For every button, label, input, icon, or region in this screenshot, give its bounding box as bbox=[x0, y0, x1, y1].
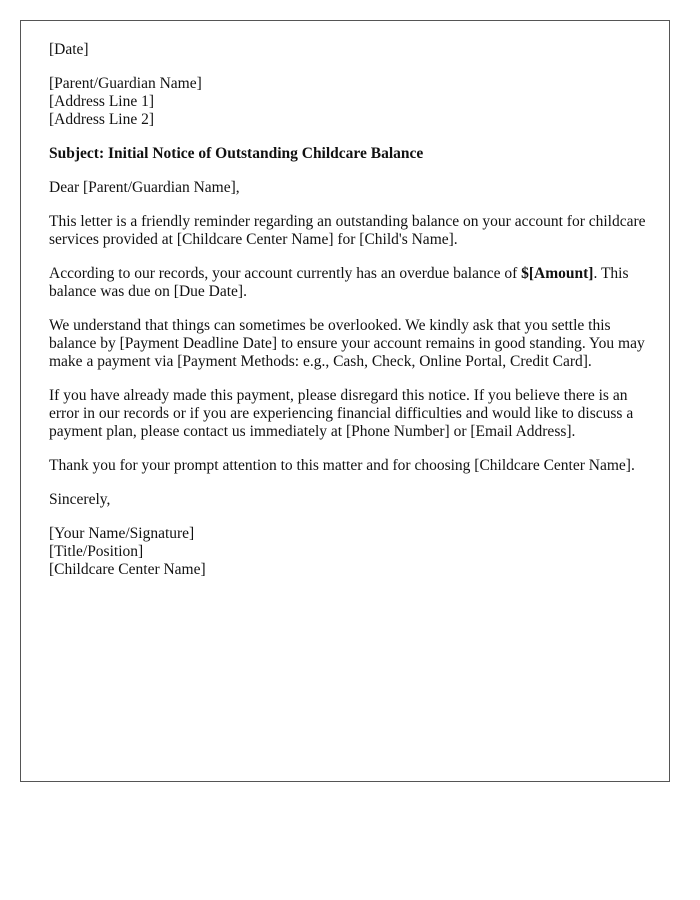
signature-block bbox=[49, 525, 649, 579]
letter-subject: Subject: Initial Notice of Outstanding Childcare Balance bbox=[49, 145, 424, 162]
balance-text-after: . This balance was due on [Due Date]. bbox=[49, 265, 629, 300]
recipient-address-line-2: [Address Line 2] bbox=[49, 111, 155, 128]
paragraph-reminder: This letter is a friendly reminder regarding an outstanding balance on your account for childcare services provided at [Childcare Center Name] for [Child's Name]. bbox=[49, 213, 646, 248]
letter-page bbox=[20, 20, 670, 782]
signature-name: [Your Name/Signature] bbox=[49, 525, 195, 542]
paragraph-thanks: Thank you for your prompt attention to this matter and for choosing [Childcare Center Name]. bbox=[49, 457, 635, 474]
balance-text-before: According to our records, your account currently has an overdue balance of bbox=[49, 265, 522, 282]
recipient-address-line-1: [Address Line 1] bbox=[49, 93, 155, 110]
paragraph-balance bbox=[49, 265, 649, 301]
balance-amount: $[Amount] bbox=[521, 265, 594, 282]
signature-title: [Title/Position] bbox=[49, 543, 144, 560]
signature-center: [Childcare Center Name] bbox=[49, 561, 206, 578]
letter-closing: Sincerely, bbox=[49, 491, 111, 508]
letter-salutation: Dear [Parent/Guardian Name], bbox=[49, 179, 240, 196]
paragraph-payment-request: We understand that things can sometimes be overlooked. We kindly ask that you settle this balance by [Payment Deadline Date] to ensure your account remains in good standing. You may make a payment via [Payment Methods: e.g., Cash, Check, Online Portal, Credit Card]. bbox=[49, 317, 645, 370]
paragraph-contact: If you have already made this payment, please disregard this notice. If you believe there is an error in our records or if you are experiencing financial difficulties and would like to discuss a payment plan, please contact us immediately at [Phone Number] or [Email Address]. bbox=[49, 387, 634, 440]
recipient-name: [Parent/Guardian Name] bbox=[49, 75, 202, 92]
letter-date: [Date] bbox=[49, 41, 89, 58]
recipient-block bbox=[49, 75, 649, 129]
